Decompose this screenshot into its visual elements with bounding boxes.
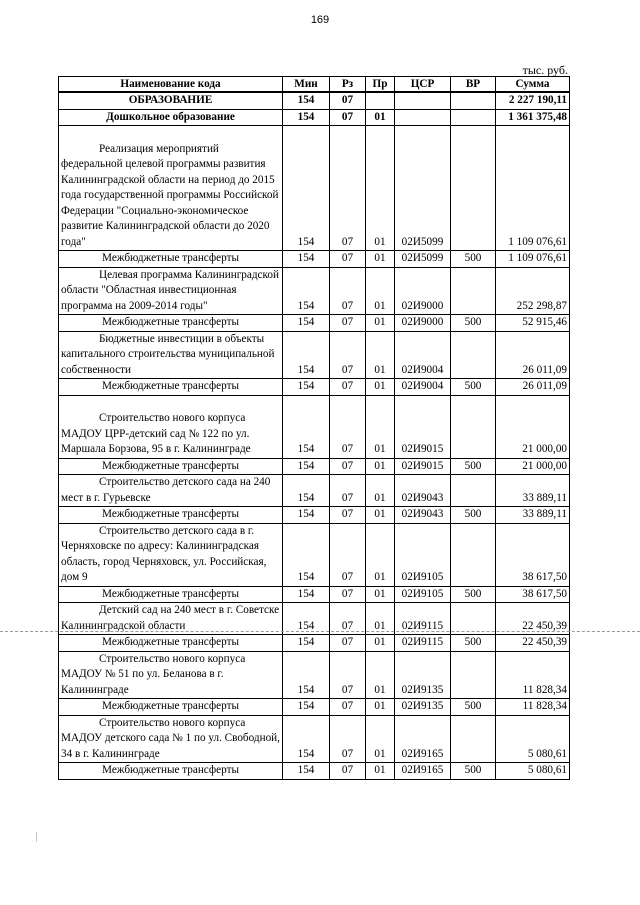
cell-vr — [451, 603, 496, 635]
cell-pr — [366, 92, 395, 109]
cell-rz: 07 — [330, 507, 366, 524]
cell-csr: 02И9043 — [395, 475, 451, 507]
cell-name: Детский сад на 240 мест в г. Советске Калининградской области — [59, 603, 283, 635]
cell-pr: 01 — [366, 315, 395, 332]
page-number: 169 — [310, 14, 330, 26]
cell-min: 154 — [283, 586, 330, 603]
cell-rz: 07 — [330, 331, 366, 379]
cell-sum: 33 889,11 — [496, 507, 570, 524]
cell-min: 154 — [283, 315, 330, 332]
cell-csr: 02И9115 — [395, 635, 451, 652]
cell-pr: 01 — [366, 267, 395, 315]
cell-min: 154 — [283, 507, 330, 524]
cell-csr: 02И9135 — [395, 699, 451, 716]
cell-min: 154 — [283, 715, 330, 763]
cell-pr: 01 — [366, 458, 395, 475]
cell-pr: 01 — [366, 251, 395, 268]
table-row — [59, 651, 570, 699]
cell-min: 154 — [283, 523, 330, 586]
cell-sum: 11 828,34 — [496, 699, 570, 716]
cell-min: 154 — [283, 651, 330, 699]
cell-name: Реализация мероприятий федеральной целевой программы развития Калининградской области на период до 2015 года государственной программы Российской Федерации "Социально-экономическое развитие Калининградской области до 2020 года" — [59, 126, 283, 251]
cell-pr: 01 — [366, 331, 395, 379]
cell-min: 154 — [283, 395, 330, 458]
table-row — [59, 603, 570, 635]
header-csr: ЦСР — [395, 77, 451, 93]
cell-vr: 500 — [451, 315, 496, 332]
cell-rz: 07 — [330, 315, 366, 332]
cell-rz: 07 — [330, 109, 366, 126]
cell-pr: 01 — [366, 651, 395, 699]
margin-mark — [36, 832, 37, 842]
header-name: Наименование кода — [59, 77, 283, 93]
table-row — [59, 507, 570, 524]
scan-cut-line — [0, 631, 640, 632]
cell-rz: 07 — [330, 126, 366, 251]
cell-pr: 01 — [366, 586, 395, 603]
cell-min: 154 — [283, 379, 330, 396]
cell-min: 154 — [283, 126, 330, 251]
table-row — [59, 267, 570, 315]
cell-rz: 07 — [330, 635, 366, 652]
cell-rz: 07 — [330, 251, 366, 268]
table-row — [59, 699, 570, 716]
cell-rz: 07 — [330, 92, 366, 109]
header-rz: Рз — [330, 77, 366, 93]
table-row — [59, 763, 570, 780]
cell-rz: 07 — [330, 763, 366, 780]
cell-rz: 07 — [330, 699, 366, 716]
cell-csr: 02И5099 — [395, 251, 451, 268]
cell-pr: 01 — [366, 603, 395, 635]
cell-name: Строительство нового корпуса МАДОУ № 51 по ул. Беланова в г. Калининграде — [59, 651, 283, 699]
cell-csr: 02И9015 — [395, 395, 451, 458]
cell-vr: 500 — [451, 379, 496, 396]
cell-name: Межбюджетные трансферты — [59, 586, 283, 603]
cell-name: Межбюджетные трансферты — [59, 458, 283, 475]
cell-sum: 21 000,00 — [496, 395, 570, 458]
cell-vr: 500 — [451, 251, 496, 268]
cell-name: Межбюджетные трансферты — [59, 699, 283, 716]
unit-label: тыс. руб. — [522, 63, 568, 77]
table-row — [59, 715, 570, 763]
cell-name: ОБРАЗОВАНИЕ — [59, 92, 283, 109]
cell-vr — [451, 267, 496, 315]
cell-pr: 01 — [366, 763, 395, 780]
cell-min: 154 — [283, 92, 330, 109]
header-sum: Сумма — [496, 77, 570, 93]
cell-csr — [395, 92, 451, 109]
cell-sum: 5 080,61 — [496, 763, 570, 780]
cell-min: 154 — [283, 267, 330, 315]
cell-csr: 02И9000 — [395, 315, 451, 332]
header-min: Мин — [283, 77, 330, 93]
budget-table — [58, 76, 570, 780]
cell-sum: 26 011,09 — [496, 379, 570, 396]
cell-name: Целевая программа Калининградской области "Областная инвестиционная программа на 2009-2014 годы" — [59, 267, 283, 315]
cell-vr — [451, 395, 496, 458]
cell-rz: 07 — [330, 475, 366, 507]
cell-csr: 02И9115 — [395, 603, 451, 635]
cell-min: 154 — [283, 699, 330, 716]
cell-csr: 02И9165 — [395, 763, 451, 780]
cell-min: 154 — [283, 635, 330, 652]
table-row — [59, 92, 570, 109]
cell-rz: 07 — [330, 267, 366, 315]
cell-sum: 33 889,11 — [496, 475, 570, 507]
cell-rz: 07 — [330, 586, 366, 603]
cell-sum: 38 617,50 — [496, 586, 570, 603]
cell-vr: 500 — [451, 586, 496, 603]
cell-name: Межбюджетные трансферты — [59, 507, 283, 524]
cell-sum: 1 109 076,61 — [496, 251, 570, 268]
cell-name: Межбюджетные трансферты — [59, 315, 283, 332]
cell-csr: 02И9043 — [395, 507, 451, 524]
cell-name: Дошкольное образование — [59, 109, 283, 126]
cell-csr: 02И9165 — [395, 715, 451, 763]
cell-vr: 500 — [451, 458, 496, 475]
cell-csr: 02И9105 — [395, 523, 451, 586]
cell-sum: 11 828,34 — [496, 651, 570, 699]
table-row — [59, 379, 570, 396]
cell-pr: 01 — [366, 109, 395, 126]
cell-min: 154 — [283, 331, 330, 379]
cell-sum: 1 361 375,48 — [496, 109, 570, 126]
cell-sum: 22 450,39 — [496, 603, 570, 635]
cell-pr: 01 — [366, 395, 395, 458]
cell-sum: 1 109 076,61 — [496, 126, 570, 251]
table-row — [59, 475, 570, 507]
cell-vr — [451, 126, 496, 251]
cell-vr — [451, 651, 496, 699]
cell-pr: 01 — [366, 715, 395, 763]
cell-sum: 26 011,09 — [496, 331, 570, 379]
cell-rz: 07 — [330, 715, 366, 763]
cell-vr — [451, 331, 496, 379]
cell-min: 154 — [283, 475, 330, 507]
cell-csr: 02И5099 — [395, 126, 451, 251]
cell-sum: 5 080,61 — [496, 715, 570, 763]
cell-name: Строительство детского сада на 240 мест в г. Гурьевске — [59, 475, 283, 507]
cell-vr — [451, 475, 496, 507]
cell-name: Бюджетные инвестиции в объекты капитального строительства муниципальной собственности — [59, 331, 283, 379]
cell-vr — [451, 523, 496, 586]
cell-csr: 02И9105 — [395, 586, 451, 603]
cell-csr: 02И9004 — [395, 331, 451, 379]
cell-name: Строительство детского сада в г. Черняховске по адресу: Калининградская область, город Черняховск, ул. Российская, дом 9 — [59, 523, 283, 586]
cell-vr: 500 — [451, 507, 496, 524]
cell-sum: 52 915,46 — [496, 315, 570, 332]
cell-pr: 01 — [366, 699, 395, 716]
table-header-row — [59, 77, 570, 93]
cell-csr — [395, 109, 451, 126]
cell-vr: 500 — [451, 763, 496, 780]
cell-vr — [451, 92, 496, 109]
cell-rz: 07 — [330, 651, 366, 699]
cell-pr: 01 — [366, 507, 395, 524]
cell-sum: 38 617,50 — [496, 523, 570, 586]
cell-name: Строительство нового корпуса МАДОУ ЦРР-детский сад № 122 по ул. Маршала Борзова, 95 в г. Калининграде — [59, 395, 283, 458]
cell-vr — [451, 109, 496, 126]
cell-rz: 07 — [330, 395, 366, 458]
table-row — [59, 635, 570, 652]
cell-csr: 02И9000 — [395, 267, 451, 315]
cell-name: Межбюджетные трансферты — [59, 379, 283, 396]
table-row — [59, 586, 570, 603]
cell-sum: 2 227 190,11 — [496, 92, 570, 109]
cell-rz: 07 — [330, 379, 366, 396]
table-row — [59, 109, 570, 126]
cell-name: Межбюджетные трансферты — [59, 251, 283, 268]
table-row — [59, 251, 570, 268]
table-row — [59, 395, 570, 458]
cell-csr: 02И9135 — [395, 651, 451, 699]
cell-min: 154 — [283, 603, 330, 635]
cell-rz: 07 — [330, 458, 366, 475]
cell-pr: 01 — [366, 126, 395, 251]
cell-name: Межбюджетные трансферты — [59, 635, 283, 652]
cell-csr: 02И9004 — [395, 379, 451, 396]
cell-min: 154 — [283, 458, 330, 475]
cell-rz: 07 — [330, 523, 366, 586]
cell-pr: 01 — [366, 379, 395, 396]
table-row — [59, 523, 570, 586]
cell-vr — [451, 715, 496, 763]
cell-rz: 07 — [330, 603, 366, 635]
cell-min: 154 — [283, 251, 330, 268]
cell-min: 154 — [283, 763, 330, 780]
cell-min: 154 — [283, 109, 330, 126]
cell-vr: 500 — [451, 635, 496, 652]
cell-pr: 01 — [366, 635, 395, 652]
table-row — [59, 126, 570, 251]
cell-pr: 01 — [366, 523, 395, 586]
cell-sum: 21 000,00 — [496, 458, 570, 475]
table-row — [59, 331, 570, 379]
cell-sum: 252 298,87 — [496, 267, 570, 315]
cell-sum: 22 450,39 — [496, 635, 570, 652]
cell-pr: 01 — [366, 475, 395, 507]
table-row — [59, 315, 570, 332]
cell-name: Межбюджетные трансферты — [59, 763, 283, 780]
cell-name: Строительство нового корпуса МАДОУ детского сада № 1 по ул. Свободной, 34 в г. Калининграде — [59, 715, 283, 763]
table-row — [59, 458, 570, 475]
header-vr: ВР — [451, 77, 496, 93]
header-pr: Пр — [366, 77, 395, 93]
cell-csr: 02И9015 — [395, 458, 451, 475]
cell-vr: 500 — [451, 699, 496, 716]
